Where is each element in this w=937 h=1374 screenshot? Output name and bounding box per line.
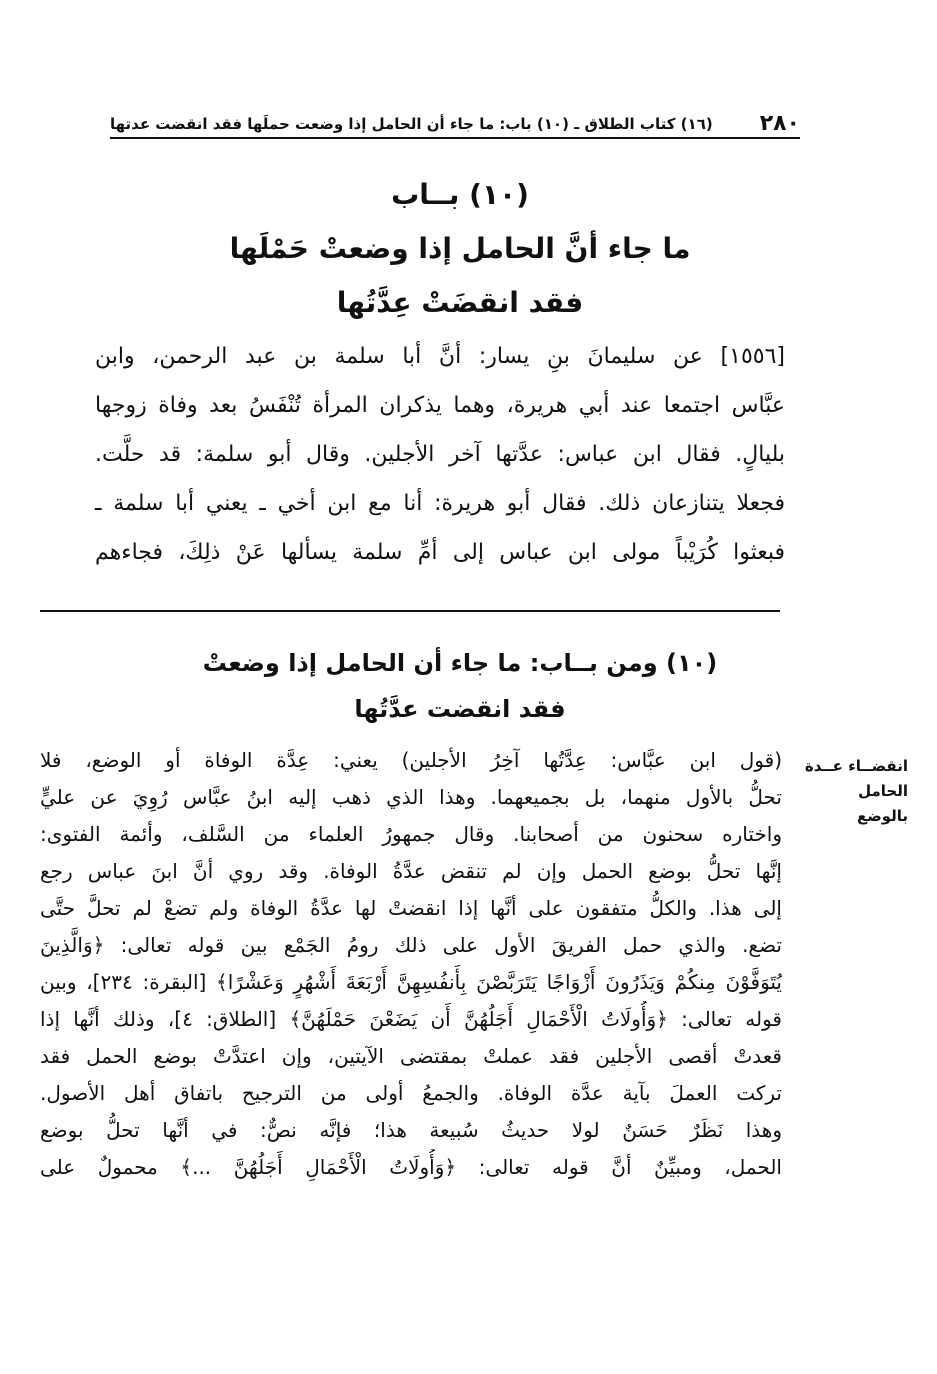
commentary-line: قوله تعالى: ﴿وَأُولَاتُ الْأَحْمَالِ أَجَلُهُنَّ أَن يَضَعْنَ حَمْلَهُنَّ﴾ [الطلاق: ٤]، وذلك أنَّها إذا <box>40 1007 782 1031</box>
page-number: ٢٨٠ <box>759 111 800 136</box>
margin-note-line: بالوضع <box>856 807 908 825</box>
commentary-line: قعدتْ أقصى الأجلين فقد عملتْ بمقتضى الآيتين، وإن اعتدَّتْ بوضع الحمل فقد <box>40 1044 782 1068</box>
commentary-line: الحمل، ومبيِّنٌ أنَّ قوله تعالى: ﴿وَأُولَاتُ الْأَحْمَالِ أَجَلُهُنَّ ...﴾ محمولٌ على <box>40 1155 782 1179</box>
commentary-line: (قول ابن عبَّاس: عِدَّتُها آخِرُ الأجلين) يعني: عِدَّة الوفاة أو الوضع، فلا <box>40 748 782 772</box>
commentary-line: إنَّها تحلُّ بوضع الحمل وإن لم تنقض عدَّةُ الوفاة. وقد روي أنَّ ابنَ عباس رجع <box>40 859 782 883</box>
hadith-line: فجعلا يتنازعان ذلك. فقال أبو هريرة: أنا مع ابن أخي ـ يعني أبا سلمة ـ <box>95 491 785 516</box>
commentary-line: يُتَوَفَّوْنَ مِنكُمْ وَيَذَرُونَ أَزْوَاجًا يَتَرَبَّصْنَ بِأَنفُسِهِنَّ أَرْبَعَةَ أَشْهُرٍ وَعَشْرًا﴾ [البقرة: ٢٣٤]، وبين <box>40 970 782 994</box>
commentary-heading-line: فقد انقضت عدَّتُها <box>354 695 566 723</box>
chapter-heading-line: ما جاء أنَّ الحامل إذا وضعتْ حَمْلَها <box>229 232 691 265</box>
margin-note-line: الحامل <box>858 782 908 800</box>
hadith-line: [١٥٥٦] عن سليمانَ بنِ يسار: أنَّ أبا سلمة بن عبد الرحمن، وابن <box>95 344 785 369</box>
commentary-line: إلى هذا. والكلُّ متفقون على أنَّها إذا انقضتْ لها عدَّةُ الوفاة ولم تضعْ لم تحلَّ حتَّى <box>40 896 782 920</box>
hadith-line: بليالٍ. فقال ابن عباس: عدَّتها آخر الأجلين. وقال أبو سلمة: قد حلَّت. <box>95 442 785 467</box>
margin-note-line: انقضــاء عــدة <box>804 757 908 775</box>
chapter-heading-line: (١٠) بــاب <box>391 178 529 211</box>
header-rule <box>110 137 800 139</box>
chapter-heading-line: فقد انقضَتْ عِدَّتُها <box>336 286 584 319</box>
commentary-heading <box>140 640 780 732</box>
commentary-text <box>40 742 782 1186</box>
running-head: (١٦) كتاب الطلاق ـ (١٠) باب: ما جاء أن الحامل إذا وضعت حملَها فقد انقضت عدتها <box>110 115 713 133</box>
chapter-heading <box>140 168 780 330</box>
commentary-line: تضع. والذي حمل الفريقَ الأول على ذلك رومُ الجَمْع بين قوله تعالى: ﴿وَالَّذِينَ <box>40 933 782 957</box>
commentary-line: واختاره سحنون من أصحابنا. وقال جمهورُ العلماء من السَّلف، وأئمة الفتوى: <box>40 822 782 846</box>
commentary-heading-line: (١٠) ومن بــاب: ما جاء أن الحامل إذا وضعتْ <box>202 649 718 677</box>
commentary-line: تركت العملَ بآية عدَّة الوفاة. والجمعُ أولى من الترجيح باتفاق أهل الأصول. <box>40 1081 782 1105</box>
hadith-line: فبعثوا كُرَيْباً مولى ابن عباس إلى أمِّ سلمة يسألها عَنْ ذلِكَ، فجاءهم <box>95 540 785 565</box>
section-divider <box>40 610 780 612</box>
commentary-line: تحلُّ بالأول منهما، بل بجميعهما. وهذا الذي ذهب إليه ابنُ عبَّاس رُوِيَ عن عليٍّ <box>40 785 782 809</box>
commentary-line: وهذا نَظَرٌ حَسَنٌ لولا حديثُ سُبيعة هذا؛ فإنَّه نصٌّ: في أنَّها تحلُّ بوضع <box>40 1118 782 1142</box>
hadith-line: عبَّاس اجتمعا عند أبي هريرة، وهما يذكران المرأة تُنْفَسُ بعد وفاة زوجها <box>95 393 785 418</box>
hadith-text <box>95 332 785 577</box>
margin-note <box>804 754 908 829</box>
page-header <box>110 112 800 136</box>
